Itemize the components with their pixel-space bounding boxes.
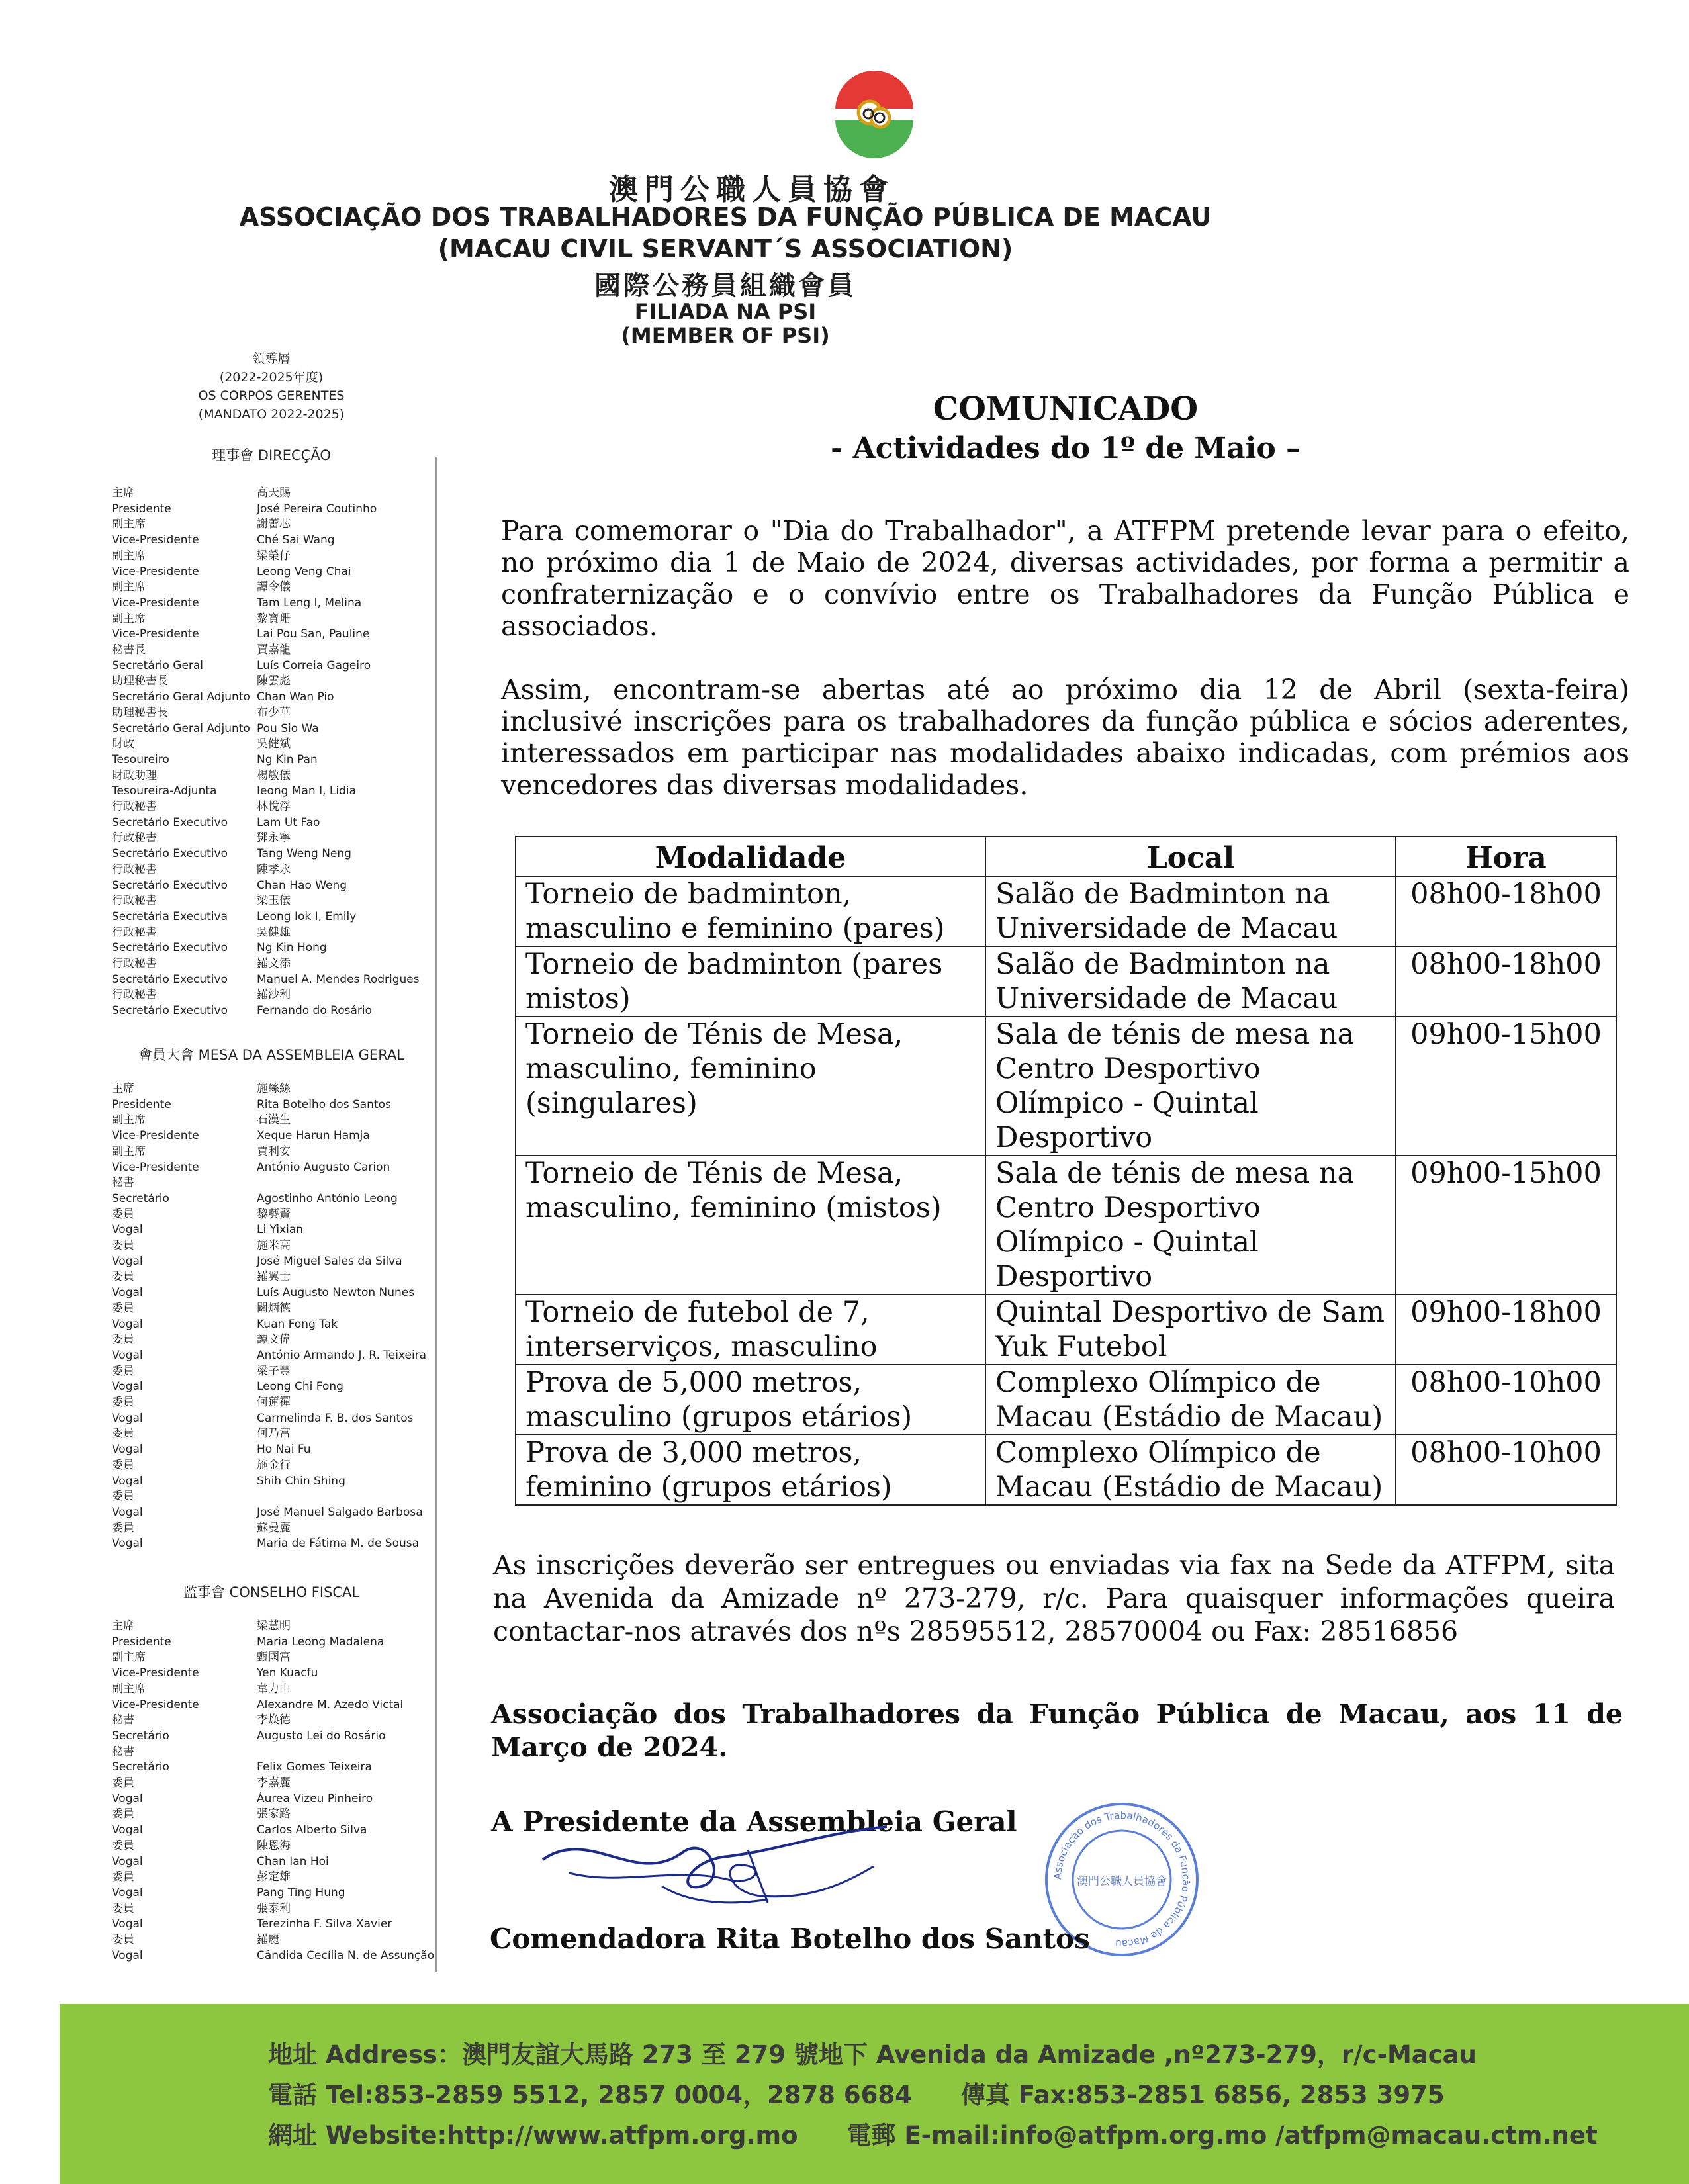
member-name: António Armando J. R. Teixeira — [257, 1348, 427, 1362]
local-cell: Salão de Badminton na Universidade de Macau — [985, 946, 1396, 1017]
member-name: Leong Chi Fong — [257, 1380, 343, 1394]
sidebar-heading-zh: 領導層 — [252, 351, 291, 366]
member-name: 吳健雄 — [257, 925, 291, 939]
member-role: Vice-Presidente — [112, 533, 199, 547]
member-role: 副主席 — [112, 1682, 146, 1696]
member-name: Ieong Man I, Lidia — [257, 784, 357, 798]
member-name: Felix Gomes Teixeira — [257, 1760, 372, 1774]
member-role: Vogal — [112, 1886, 143, 1899]
member-role: 秘書 — [112, 1713, 134, 1727]
hora-cell: 08h00-10h00 — [1396, 1365, 1616, 1435]
member-name: Maria Leong Madalena — [257, 1635, 385, 1649]
member-name: Maria de Fátima M. de Sousa — [257, 1537, 420, 1551]
modalidade-cell: Torneio de badminton (pares mistos) — [516, 946, 985, 1017]
member-role: 主席 — [112, 1082, 134, 1095]
registration-paragraph: Assim, encontram-se abertas até ao próximo dia 12 de Abril (sexta-feira) inclusivé inscrições para os trabalhadores da função pública e sócios aderentes, interessados em participar nas modalidades abaixo indicadas, com prémios aos vencedores das diversas modalidades. — [501, 674, 1629, 801]
member-name: 李嘉麗 — [257, 1776, 291, 1790]
member-role: 委員 — [112, 1490, 134, 1504]
local-cell: Quintal Desportivo de Sam Yuk Futebol — [985, 1295, 1396, 1365]
member-role: Secretário — [112, 1191, 169, 1205]
member-name: 蘇曼麗 — [257, 1521, 291, 1535]
stamp-text-zh: 澳門公職人員協會 — [1077, 1875, 1167, 1888]
member-role: 委員 — [112, 1239, 134, 1252]
member-name: 彭定雄 — [257, 1870, 291, 1884]
member-name: Chan Wan Pio — [257, 690, 334, 704]
local-cell: Sala de ténis de mesa na Centro Desportivo Olímpico - Quintal Desportivo — [985, 1156, 1396, 1295]
member-role: 委員 — [112, 1933, 134, 1946]
member-name: Leong Iok I, Emily — [257, 909, 357, 923]
member-role: 委員 — [112, 1270, 134, 1284]
member-role: Vice-Presidente — [112, 1666, 199, 1680]
member-role: Vogal — [112, 1792, 143, 1805]
member-role: Presidente — [112, 502, 171, 516]
local-cell: Complexo Olímpico de Macau (Estádio de Macau) — [985, 1435, 1396, 1505]
member-name: Rita Botelho dos Santos — [257, 1097, 391, 1111]
member-role: Secretário Executivo — [112, 847, 228, 861]
column-header-modalidade: Modalidade — [516, 837, 985, 876]
member-role: Vogal — [112, 1286, 143, 1300]
member-name: Manuel A. Mendes Rodrigues — [257, 972, 420, 986]
member-name: 施絲絲 — [257, 1082, 291, 1095]
member-name: José Manuel Salgado Barbosa — [257, 1505, 423, 1519]
member-role: Vogal — [112, 1537, 143, 1551]
member-role: 行政秘書 — [112, 894, 157, 908]
table-header-row — [516, 837, 1616, 876]
signer-role: A Presidente da Assembleia Geral — [491, 1805, 1017, 1838]
member-name: Ché Sai Wang — [257, 533, 335, 547]
member-role: Vogal — [112, 1948, 143, 1962]
member-name: António Augusto Carion — [257, 1160, 390, 1174]
table-row — [516, 946, 1616, 1017]
member-name: 鄧永寧 — [257, 831, 291, 845]
member-name: 楊敏儀 — [257, 768, 291, 782]
member-role: 委員 — [112, 1301, 134, 1315]
sidebar-heading-mandate: (MANDATO 2022-2025) — [198, 407, 345, 422]
member-role: 財政助理 — [112, 768, 157, 782]
member-role: Vice-Presidente — [112, 1698, 199, 1711]
member-name: 黎寶珊 — [257, 612, 291, 625]
modalidade-cell: Torneio de Ténis de Mesa, masculino, feminino (singulares) — [516, 1017, 985, 1156]
member-role: 助理秘書長 — [112, 705, 168, 719]
member-name: 羅沙利 — [257, 988, 291, 1002]
hora-cell: 08h00-10h00 — [1396, 1435, 1616, 1505]
member-role: Secretário Geral Adjunto — [112, 690, 250, 704]
member-role: 副主席 — [112, 580, 146, 594]
psi-membership-zh: 國際公務員組織會員 — [594, 271, 856, 301]
member-name: 謝蕾芯 — [257, 518, 291, 531]
member-role: 副主席 — [112, 518, 146, 531]
member-name: Ng Kin Hong — [257, 941, 327, 955]
association-logo-icon — [829, 69, 920, 160]
member-role: 主席 — [112, 486, 134, 500]
local-cell: Complexo Olímpico de Macau (Estádio de Macau) — [985, 1365, 1396, 1435]
association-name-en: (MACAU CIVIL SERVANT´S ASSOCIATION) — [437, 234, 1013, 263]
member-role: 行政秘書 — [112, 957, 157, 970]
member-role: Secretário Executivo — [112, 878, 228, 892]
member-name: José Miguel Sales da Silva — [257, 1254, 402, 1268]
member-name: Lam Ut Fao — [257, 815, 320, 829]
member-role: 委員 — [112, 1427, 134, 1441]
member-role: Vogal — [112, 1443, 143, 1457]
table-row — [516, 1017, 1616, 1156]
member-role: 副主席 — [112, 1651, 146, 1664]
signer-name: Comendadora Rita Botelho dos Santos — [490, 1923, 1090, 1955]
member-role: Vogal — [112, 1254, 143, 1268]
member-name: 賈嘉龍 — [257, 643, 291, 657]
member-name: 梁慧明 — [257, 1619, 291, 1633]
member-role: 委員 — [112, 1458, 134, 1472]
member-role: Secretário Geral Adjunto — [112, 721, 250, 735]
member-name: 張泰利 — [257, 1901, 291, 1915]
member-role: 委員 — [112, 1839, 134, 1852]
member-role: Secretário Executivo — [112, 815, 228, 829]
stamp-text-pt: Associação dos Trabalhadores da Função Pública de Macau — [1051, 1809, 1193, 1950]
member-role: Vice-Presidente — [112, 1160, 199, 1174]
contact-paragraph: As inscrições deverão ser entregues ou enviadas via fax na Sede da ATFPM, sita na Avenida da Amizade nº 273-279, r/c. Para quaisquer informações queira contactar-nos através dos nºs 28595512, 28570004 ou Fax: 28516856 — [493, 1549, 1615, 1647]
member-role: 委員 — [112, 1396, 134, 1409]
member-name: Cândida Cecília N. de Assunção — [257, 1948, 435, 1962]
hora-cell: 08h00-18h00 — [1396, 946, 1616, 1017]
psi-membership-pt: FILIADA NA PSI — [634, 299, 817, 324]
member-role: Vogal — [112, 1474, 143, 1488]
member-role: 行政秘書 — [112, 862, 157, 876]
member-name: 譚令儀 — [257, 580, 291, 594]
association-name-pt: ASSOCIAÇÃO DOS TRABALHADORES DA FUNÇÃO PÚBLICA DE MACAU — [239, 203, 1212, 232]
local-cell: Salão de Badminton na Universidade de Macau — [985, 876, 1396, 946]
member-name: 羅翼士 — [257, 1270, 291, 1284]
member-name: 梁子豐 — [257, 1364, 291, 1378]
member-role: 副主席 — [112, 612, 146, 625]
member-name: Augusto Lei do Rosário — [257, 1729, 386, 1743]
member-name: Pou Sio Wa — [257, 721, 319, 735]
member-role: Secretário Geral — [112, 659, 204, 672]
member-name: Terezinha F. Silva Xavier — [257, 1917, 392, 1931]
member-name: 關炳德 — [257, 1301, 291, 1315]
member-name: Yen Kuacfu — [257, 1666, 318, 1680]
member-name: 施金行 — [257, 1458, 291, 1472]
member-name: 何蓮禪 — [257, 1396, 291, 1409]
member-role: 委員 — [112, 1901, 134, 1915]
member-role: 委員 — [112, 1333, 134, 1347]
member-role: 秘書 — [112, 1176, 134, 1190]
member-role: 委員 — [112, 1207, 134, 1221]
member-name: Alexandre M. Azedo Victal — [257, 1698, 404, 1711]
hora-cell: 09h00-15h00 — [1396, 1017, 1616, 1156]
member-name: Carmelinda F. B. dos Santos — [257, 1411, 414, 1425]
direccao-section-title: 理事會 DIRECÇÃO — [212, 447, 331, 463]
member-role: 財政 — [112, 737, 134, 751]
member-role: 行政秘書 — [112, 800, 157, 813]
member-name: Tam Leng I, Melina — [257, 596, 362, 610]
column-header-local: Local — [985, 837, 1396, 876]
member-name: Kuan Fong Tak — [257, 1317, 338, 1331]
member-name: 吳健斌 — [257, 737, 291, 751]
member-role: Secretário Executivo — [112, 972, 228, 986]
footer-phone: 電話 Tel:853-2859 5512, 2857 0004，2878 6684 傳真 Fax:853-2851 6856, 2853 3975 — [268, 2081, 1445, 2109]
member-role: Vice-Presidente — [112, 1129, 199, 1143]
member-name: 高天賜 — [257, 486, 291, 500]
member-role: Vogal — [112, 1854, 143, 1868]
member-role: Tesoureira-Adjunta — [112, 784, 217, 798]
sidebar-heading-pt: OS CORPOS GERENTES — [198, 388, 345, 403]
member-role: Vogal — [112, 1411, 143, 1425]
member-name: 羅麗 — [257, 1933, 279, 1946]
member-role: 助理秘書長 — [112, 674, 168, 688]
member-name: Ho Nai Fu — [257, 1443, 311, 1457]
fiscal-section-title: 監事會 CONSELHO FISCAL — [183, 1584, 360, 1600]
member-name: Pang Ting Hung — [257, 1886, 345, 1899]
member-role: 秘書長 — [112, 643, 146, 657]
member-role: Vogal — [112, 1380, 143, 1394]
member-name: Tang Weng Neng — [257, 847, 351, 861]
footer-web: 網址 Website:http://www.atfpm.org.mo 電郵 E-mail:info@atfpm.org.mo /atfpm@macau.ctm.net — [268, 2121, 1598, 2150]
member-role: 行政秘書 — [112, 925, 157, 939]
member-name: 賈利安 — [257, 1144, 291, 1158]
member-name: Shih Chin Shing — [257, 1474, 345, 1488]
member-role: Presidente — [112, 1635, 171, 1649]
modalidade-cell: Prova de 5,000 metros, masculino (grupos etários) — [516, 1365, 985, 1435]
member-role: Vogal — [112, 1917, 143, 1931]
member-role: Secretária Executiva — [112, 909, 228, 923]
member-name: Carlos Alberto Silva — [257, 1823, 367, 1837]
member-name: Luís Augusto Newton Nunes — [257, 1286, 415, 1300]
member-name: Chan Ian Hoi — [257, 1854, 329, 1868]
member-role: Vice-Presidente — [112, 596, 199, 610]
member-role: 秘書 — [112, 1745, 134, 1758]
member-name: 施米高 — [257, 1239, 291, 1252]
member-role: Vogal — [112, 1223, 143, 1237]
hora-cell: 09h00-15h00 — [1396, 1156, 1616, 1295]
intro-paragraph: Para comemorar o "Dia do Trabalhador", a ATFPM pretende levar para o efeito, no próximo dia 1 de Maio de 2024, diversas actividades, por forma a permitir a confraternização e o convívio entre os Trabalhadores da Função Pública e associados. — [501, 515, 1629, 642]
member-name: José Pereira Coutinho — [257, 502, 377, 516]
member-role: Tesoureiro — [112, 752, 169, 766]
hora-cell: 09h00-18h00 — [1396, 1295, 1616, 1365]
table-row — [516, 876, 1616, 946]
member-name: Agostinho António Leong — [257, 1191, 398, 1205]
member-name: 何乃富 — [257, 1427, 291, 1441]
modalidade-cell: Torneio de Ténis de Mesa, masculino, feminino (mistos) — [516, 1156, 985, 1295]
column-header-hora: Hora — [1396, 837, 1616, 876]
sidebar-divider — [435, 457, 437, 1972]
member-role: Vice-Presidente — [112, 627, 199, 641]
member-name: 黎藝賢 — [257, 1207, 291, 1221]
member-name: 李焕德 — [257, 1713, 291, 1727]
member-role: Presidente — [112, 1097, 171, 1111]
member-role: 委員 — [112, 1364, 134, 1378]
member-name: 陳雲彪 — [257, 674, 291, 688]
member-role: 主席 — [112, 1619, 134, 1633]
footer-address: 地址 Address：澳門友誼大馬路 273 至 279 號地下 Avenida da Amizade ,nº273-279，r/c-Macau — [268, 2040, 1477, 2069]
member-role: 行政秘書 — [112, 988, 157, 1002]
member-name: 陳孝永 — [257, 862, 291, 876]
association-name-zh: 澳門公職人員協會 — [609, 173, 895, 206]
member-role: Secretário — [112, 1760, 169, 1774]
member-role: Vogal — [112, 1505, 143, 1519]
member-role: Vogal — [112, 1823, 143, 1837]
handwritten-signature — [529, 1787, 900, 1913]
modalidade-cell: Prova de 3,000 metros, feminino (grupos etários) — [516, 1435, 985, 1505]
member-name: 張家路 — [257, 1807, 291, 1821]
member-name: 梁榮仔 — [257, 549, 291, 563]
member-role: 委員 — [112, 1521, 134, 1535]
member-name: Chan Hao Weng — [257, 878, 347, 892]
member-name: Xeque Harun Hamja — [257, 1129, 370, 1143]
member-role: 副主席 — [112, 1113, 146, 1127]
member-role: Secretário — [112, 1729, 169, 1743]
activities-table — [515, 836, 1617, 1506]
local-cell: Sala de ténis de mesa na Centro Desportivo Olímpico - Quintal Desportivo — [985, 1017, 1396, 1156]
member-name: 布少華 — [257, 705, 291, 719]
table-row — [516, 1365, 1616, 1435]
member-name: Li Yixian — [257, 1223, 304, 1237]
member-name: 韋力山 — [257, 1682, 291, 1696]
member-role: 副主席 — [112, 1144, 146, 1158]
assembleia-section-title: 會員大會 MESA DA ASSEMBLEIA GERAL — [138, 1047, 405, 1063]
member-role: Secretário Executivo — [112, 941, 228, 955]
table-row — [516, 1295, 1616, 1365]
member-name: Leong Veng Chai — [257, 565, 351, 578]
member-name: 石漢生 — [257, 1113, 291, 1127]
member-name: Lai Pou San, Pauline — [257, 627, 370, 641]
member-name: 譚文偉 — [257, 1333, 291, 1347]
member-name: Áurea Vizeu Pinheiro — [257, 1792, 373, 1805]
member-role: 委員 — [112, 1807, 134, 1821]
psi-membership-en: (MEMBER OF PSI) — [621, 323, 830, 348]
member-name: Luís Correia Gageiro — [257, 659, 371, 672]
member-name: 羅文添 — [257, 957, 291, 970]
governing-bodies-sidebar — [103, 351, 440, 1972]
document-title: COMUNICADO — [933, 390, 1199, 428]
member-name: Fernando do Rosário — [257, 1004, 372, 1018]
member-name: Ng Kin Pan — [257, 752, 318, 766]
modalidade-cell: Torneio de futebol de 7, interserviços, masculino — [516, 1295, 985, 1365]
member-role: 副主席 — [112, 549, 146, 563]
modalidade-cell: Torneio de badminton, masculino e feminino (pares) — [516, 876, 985, 946]
member-role: Vogal — [112, 1348, 143, 1362]
table-row — [516, 1156, 1616, 1295]
member-role: 行政秘書 — [112, 831, 157, 845]
sidebar-heading-years: (2022-2025年度) — [219, 370, 324, 385]
member-role: 委員 — [112, 1870, 134, 1884]
hora-cell: 08h00-18h00 — [1396, 876, 1616, 946]
member-role: 委員 — [112, 1776, 134, 1790]
member-role: Vogal — [112, 1317, 143, 1331]
member-role: Secretário Executivo — [112, 1004, 228, 1018]
member-role: Vice-Presidente — [112, 565, 199, 578]
member-name: 林悅浮 — [257, 800, 291, 813]
member-name: 陳恩海 — [257, 1839, 291, 1852]
signoff-line: Associação dos Trabalhadores da Função Pública de Macau, aos 11 de Março de 2024. — [491, 1698, 1623, 1763]
document-subtitle: - Actividades do 1º de Maio – — [831, 432, 1301, 465]
member-name: 梁玉儀 — [257, 894, 291, 908]
table-row — [516, 1435, 1616, 1505]
member-name: 甄國富 — [257, 1651, 291, 1664]
